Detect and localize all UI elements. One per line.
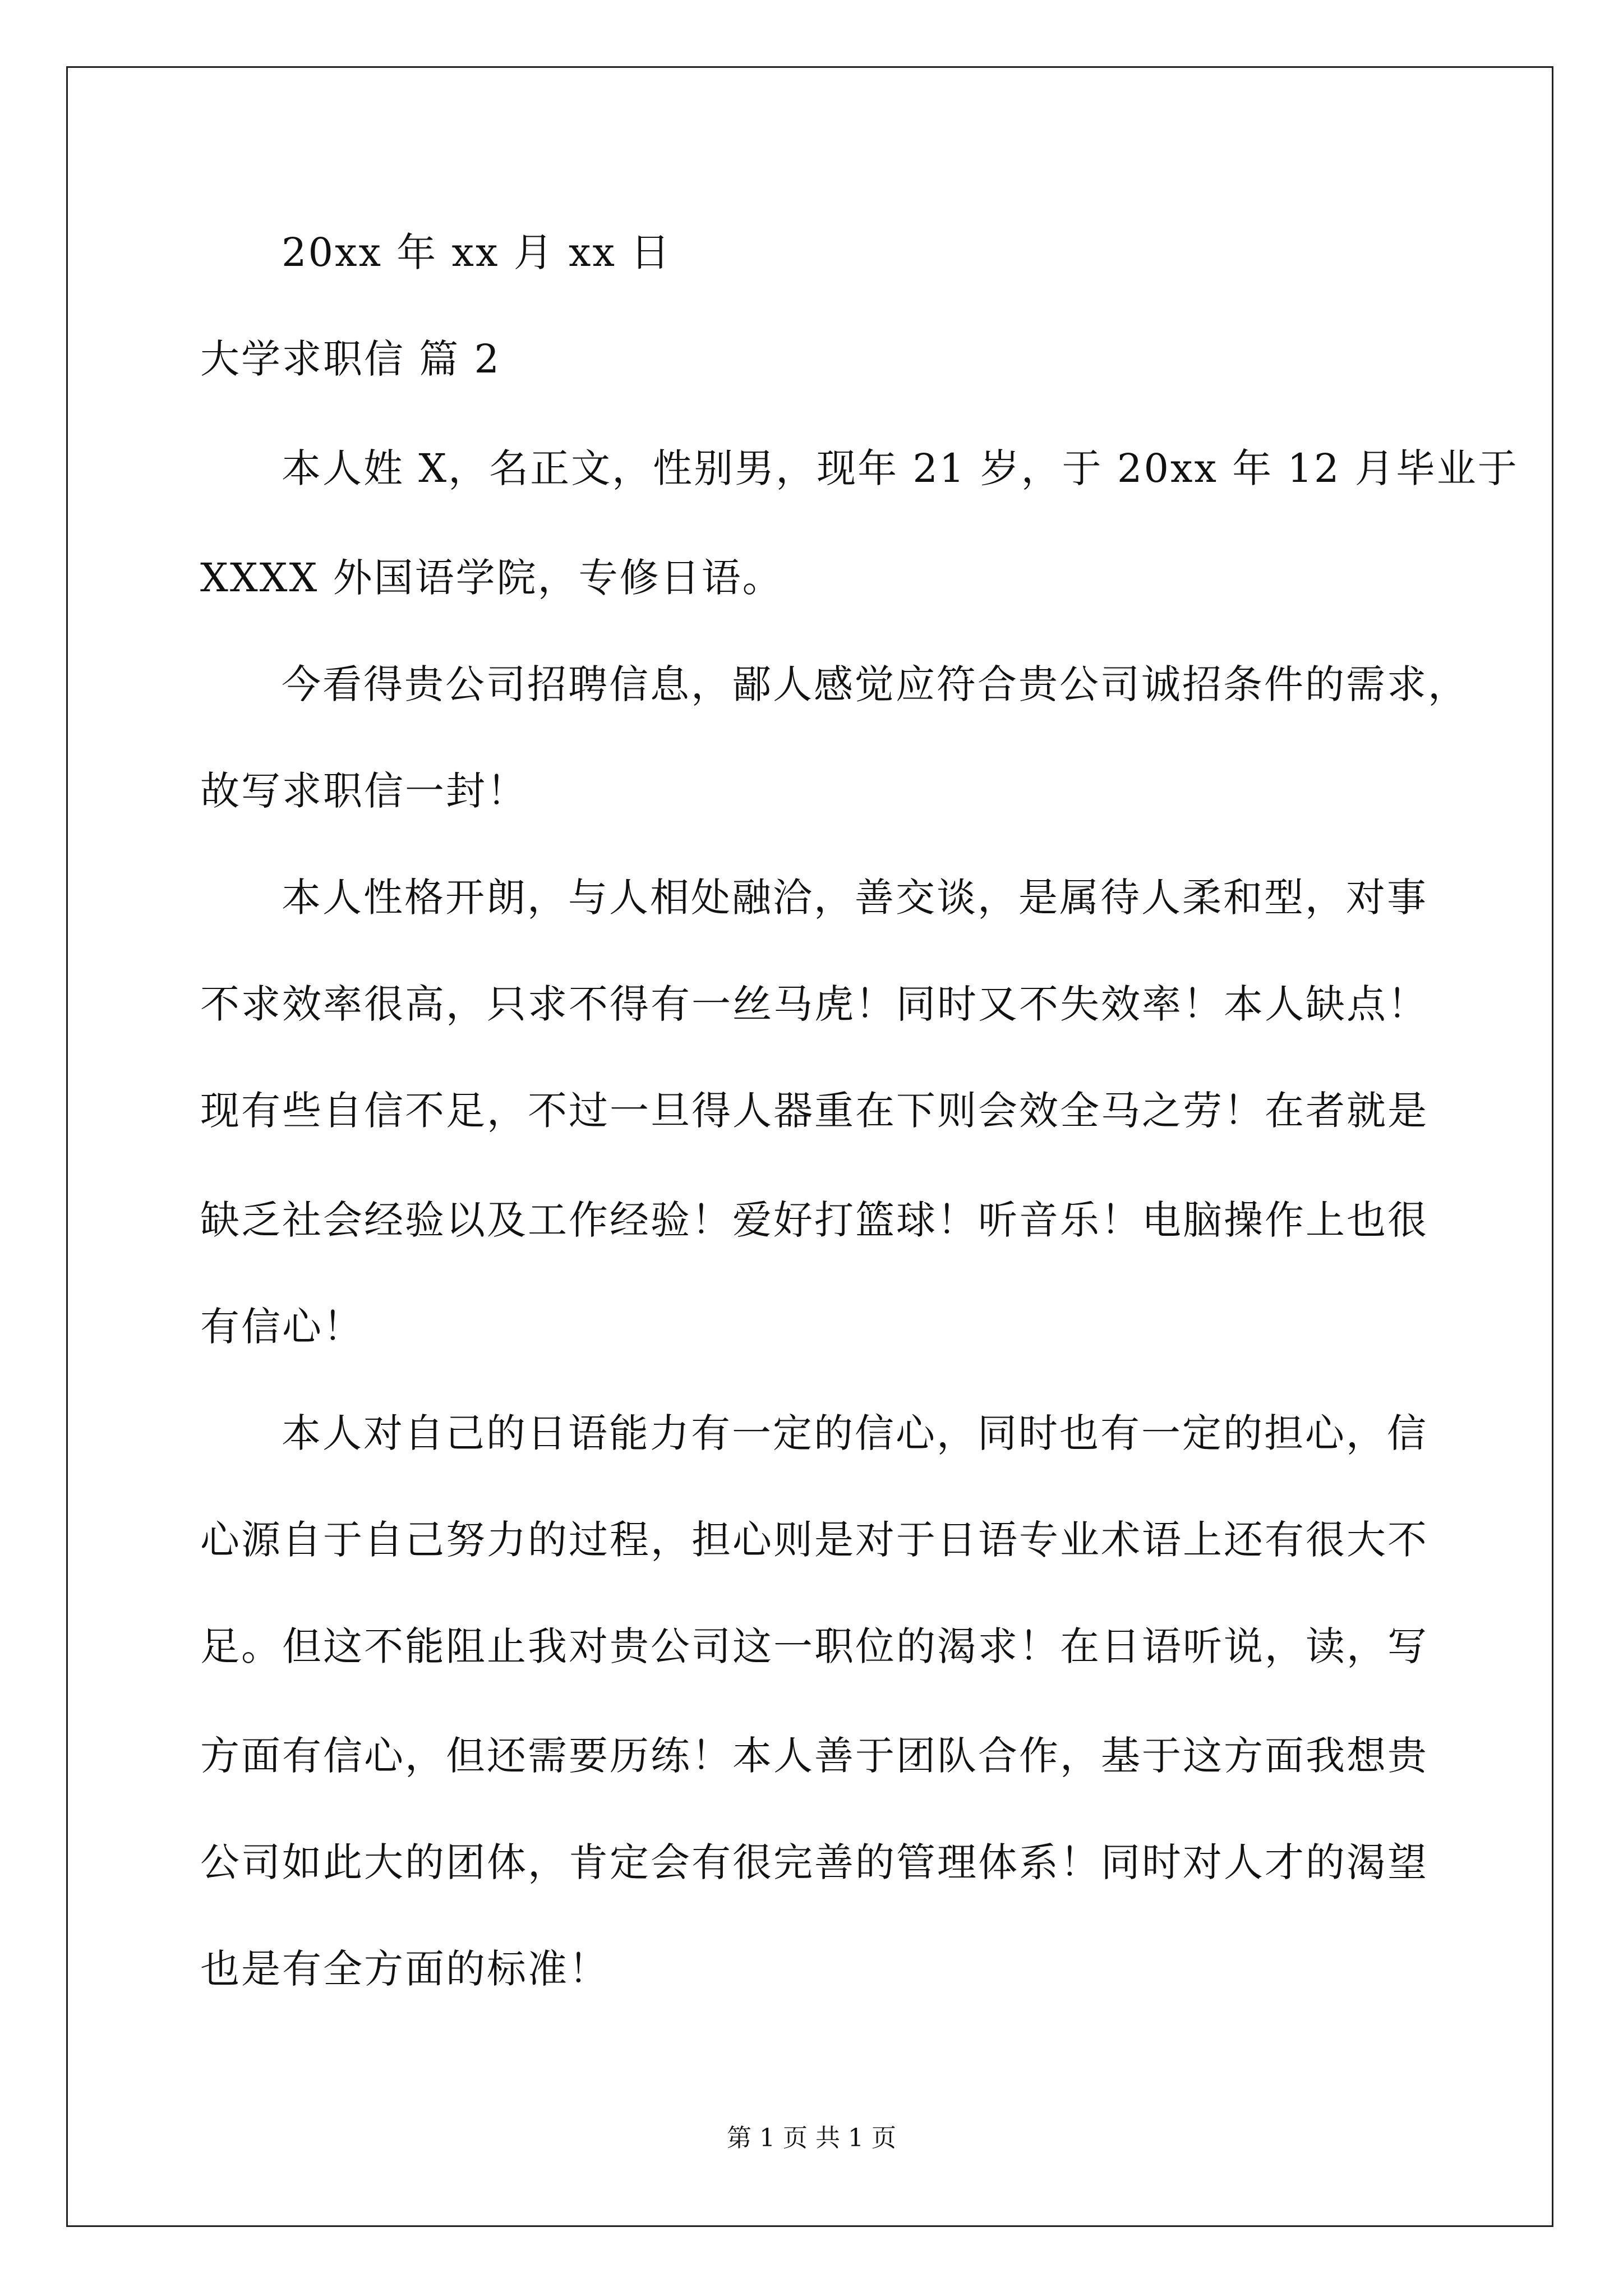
paragraph-1-line-1: 本人姓 X，名正文，性别男，现年 21 岁，于 20xx 年 12 月毕业于 — [282, 445, 1519, 491]
paragraph-4-line-5: 公司如此大的团体，肯定会有很完善的管理体系！同时对人才的渴望 — [200, 1839, 1428, 1885]
paragraph-3-line-1: 本人性格开朗，与人相处融洽，善交谈，是属待人柔和型，对事 — [282, 875, 1428, 921]
paragraph-4-line-2: 心源自于自己努力的过程，担心则是对于日语专业术语上还有很大不 — [200, 1517, 1428, 1563]
paragraph-4-line-3: 足。但这不能阻止我对贵公司这一职位的渴求！在日语听说，读，写 — [200, 1623, 1428, 1669]
paragraph-4-line-6: 也是有全方面的标准！ — [200, 1946, 610, 1992]
paragraph-2-line-1: 今看得贵公司招聘信息，鄙人感觉应符合贵公司诚招条件的需求， — [282, 661, 1469, 707]
paragraph-3-line-4: 缺乏社会经验以及工作经验！爱好打篮球！听音乐！电脑操作上也很 — [200, 1197, 1428, 1243]
page-border — [66, 66, 1553, 2227]
paragraph-3-line-3: 现有些自信不足，不过一旦得人器重在下则会效全马之劳！在者就是 — [200, 1088, 1428, 1134]
paragraph-2-line-2: 故写求职信一封！ — [200, 768, 528, 814]
paragraph-3-line-2: 不求效率很高，只求不得有一丝马虎！同时又不失效率！本人缺点！ — [200, 981, 1428, 1027]
section-title: 大学求职信 篇 2 — [200, 336, 501, 382]
paragraph-4-line-4: 方面有信心，但还需要历练！本人善于团队合作，基于这方面我想贵 — [200, 1733, 1428, 1779]
paragraph-3-line-5: 有信心！ — [200, 1304, 364, 1350]
paragraph-1-line-2: XXXX 外国语学院，专修日语。 — [200, 555, 783, 601]
date-line: 20xx 年 xx 月 xx 日 — [282, 229, 672, 275]
paragraph-4-line-1: 本人对自己的日语能力有一定的信心，同时也有一定的担心，信 — [282, 1410, 1428, 1456]
page-footer: 第 1 页 共 1 页 — [727, 2124, 896, 2152]
